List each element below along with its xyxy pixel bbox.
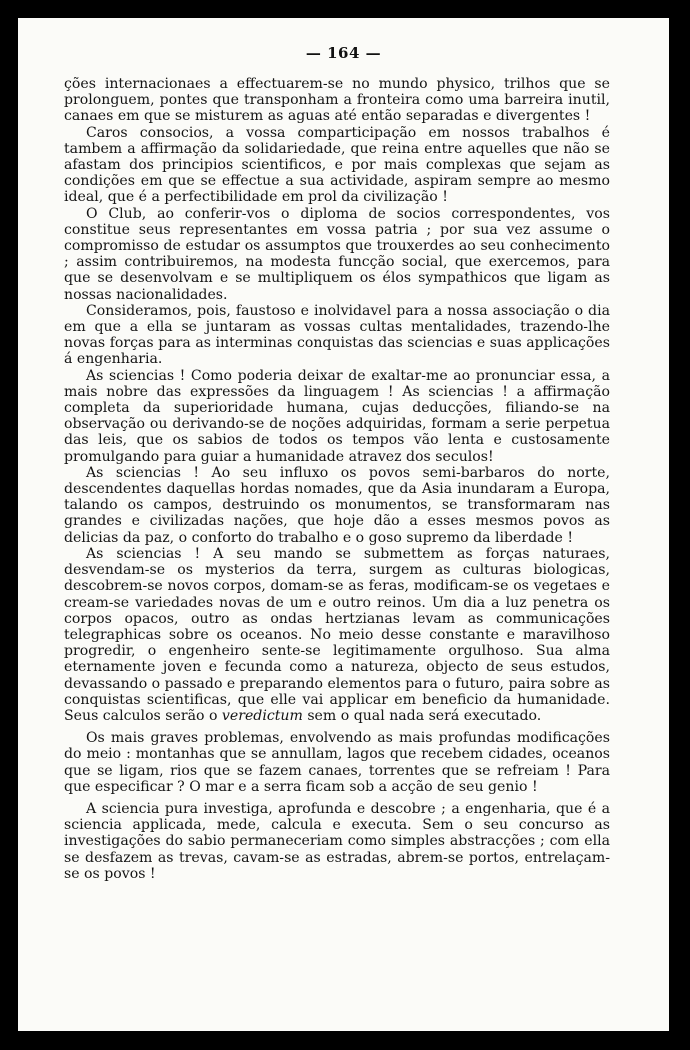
paragraph-2: Caros consocios, a vossa comparticipação em nossos trabalhos é tambem a affirmação da solidariedade, que reina entre aquelles que não se afastam dos principios scientificos, e por mais complexas que sejam as condições em que se effectue a sua actividade, aspiram sempre ao mesmo ideal, que é a perfectibilidade em prol da civilização ! bbox=[64, 124, 610, 206]
paragraph-5: As sciencias ! Como poderia deixar de exaltar-me ao pronunciar essa, a mais nobre das expressões da linguagem ! As sciencias ! a affirmação completa da superioridade humana, cujas deducções, filiando-se na observação ou derivando-se de noções adquiridas, formam a serie perpetua das leis, que os sabios de todos os tempos vão lenta e custosamente promulgando para guiar a humanidade atravez dos seculos! bbox=[64, 367, 610, 465]
paragraph-6: As sciencias ! Ao seu influxo os povos semi-barbaros do norte, descendentes daquellas hordas nomades, que da Asia inundaram a Europa, talando os campos, destruindo os monumentos, se transformaram nas grandes e civilizadas nações, que hoje dão a esses mesmos povos as delicias da paz, o conforto do trabalho e o goso supremo da liberdade ! bbox=[64, 464, 610, 546]
paragraph-1: ções internacionaes a effectuarem-se no mundo physico, trilhos que se prolonguem, pontes que transponham a fronteira como uma barreira inutil, canaes em que se misturem as aguas até então separadas e divergentes ! bbox=[64, 76, 610, 125]
paragraph-7-text: As sciencias ! A seu mando se submettem as forças naturaes, desvendam-se os mysterios da terra, surgem as culturas biologicas, descobrem-se novos corpos, domam-se as feras, modificam-se os vegetaes e cream-se variedades novas de um e outro reinos. Um dia a luz penetra os corpos opacos, outro as ondas hertzianas levam as communicações telegraphicas sobre os oceanos. No meio desse constante e maravilhoso progredir, o engenheiro sente-se legitimamente orgulhoso. Sua alma eternamente joven e fecunda como a natureza, objecto de seus estudos, devassando o passado e preparando elementos para o futuro, paira sobre as conquistas scientificas, que elle vai applicar em beneficio da humanidade. Seus calculos serão o bbox=[64, 545, 610, 724]
paragraph-7-after: sem o qual nada será executado. bbox=[302, 707, 542, 724]
paragraph-8: Os mais graves problemas, envolvendo as mais profundas modificações do meio : montanhas que se annullam, lagos que recebem cidades, oceanos que se ligam, rios que se fazem canaes, torrentes que se refreiam ! Para que especificar ? O mar e a serra ficam sob a acção de seu genio ! bbox=[64, 730, 610, 795]
paragraph-7-italic: veredictum bbox=[221, 707, 303, 724]
paragraph-7 bbox=[64, 546, 610, 724]
paragraph-4: Consideramos, pois, faustoso e inolvidavel para a nossa associação o dia em que a ella se juntaram as vossas cultas mentalidades, trazendo-lhe novas forças para as interminas conquistas das sciencias e suas applicações á engenharia. bbox=[64, 302, 610, 368]
page-number: — 164 — bbox=[305, 44, 382, 62]
page-body-text bbox=[64, 76, 610, 882]
book-page bbox=[18, 18, 669, 1031]
paragraph-9: A sciencia pura investiga, aprofunda e descobre ; a engenharia, que é a sciencia applicada, mede, calcula e executa. Sem o seu concurso as investigações do sabio permaneceriam como simples abstracções ; com ella se desfazem as trevas, cavam-se as estradas, abrem-se portos, entrelaçam-se os povos ! bbox=[64, 800, 610, 882]
paragraph-3: O Club, ao conferir-vos o diploma de socios correspondentes, vos constitue seus representantes em vossa patria ; por sua vez assume o compromisso de estudar os assumptos que trouxerdes ao seu conhecimento ; assim contribuiremos, na modesta funcção social, que exercemos, para que se desenvolvam e se multipliquem os élos sympathicos que ligam as nossas nacionalidades. bbox=[64, 205, 610, 303]
